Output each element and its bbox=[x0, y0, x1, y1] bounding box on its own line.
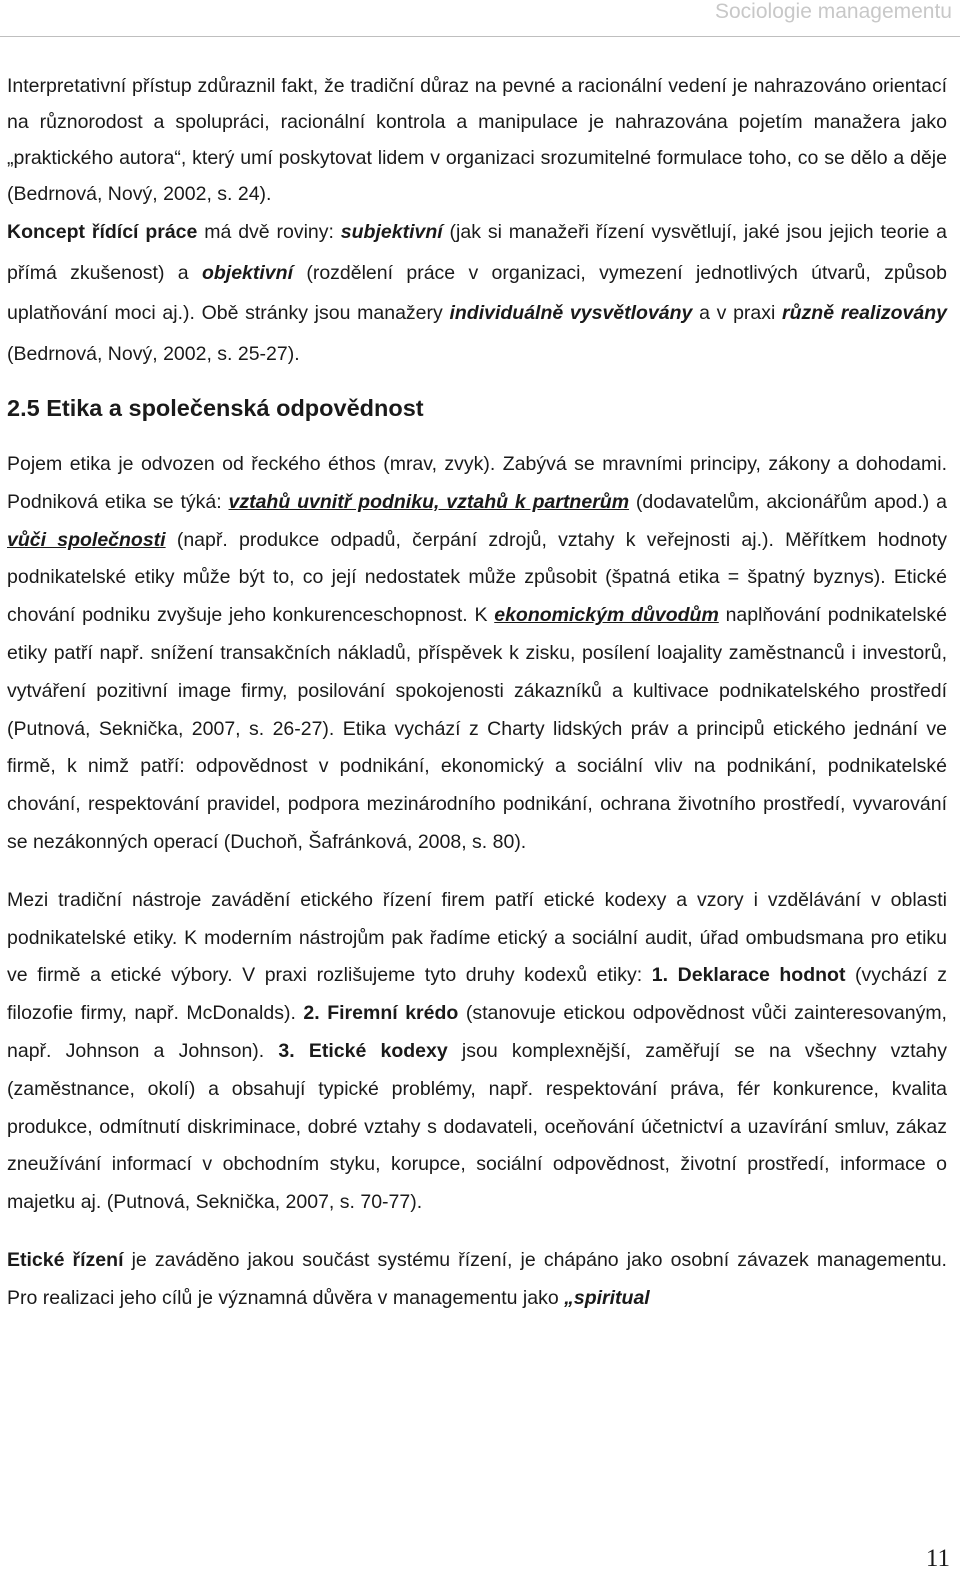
term-management-work: Koncept řídící práce bbox=[7, 221, 198, 243]
term-subjective: subjektivní bbox=[340, 221, 443, 243]
paragraph-ethics-definition bbox=[7, 446, 947, 862]
text-span: (např. produkce odpadů, čerpání zdrojů, vztahy k veřejnosti aj.). Měřítkem hodnoty podnikatelské etiky může být to, co její nedostatek může způsobit (špatná etika = špatný byznys). Etické chování podniku zvyšuje jeho konkurenceschopnost. K bbox=[7, 528, 948, 627]
text-span: (stanovuje etickou odpovědnost vůči zainteresovaným, např. Johnson a Johnson). bbox=[7, 1002, 947, 1062]
term-ethical-codes: 3. Etické kodexy bbox=[278, 1039, 448, 1062]
paragraph-management-work-concept bbox=[7, 212, 947, 374]
paragraph-interpretative-approach: Interpretativní přístup zdůraznil fakt, že tradiční důraz na pevné a racionální vedení je nahrazováno orientací na různorodost a spolupráci, racionální kontrola a manipulace je nahrazována pojetím manažera jako „praktického autora“, který umí poskytovat lidem v organizaci srozumitelné formulace toho, co se dělo a děje (Bedrnová, Nový, 2002, s. 24). bbox=[7, 75, 947, 205]
page-number: 11 bbox=[925, 1545, 950, 1572]
term-declaration-of-values: 1. Deklarace hodnot bbox=[651, 964, 846, 987]
term-company-credo: 2. Firemní krédo bbox=[303, 1002, 459, 1025]
text-span: (jak si manažeři řízení vysvětlují, jaké jsou jejich teorie a přímá zkušenost) a bbox=[7, 221, 947, 284]
term-individually-explained: individuálně vysvětlovány bbox=[449, 302, 693, 324]
header-rule bbox=[0, 36, 960, 37]
running-header: Sociologie managementu bbox=[715, 0, 952, 23]
text-span: a v praxi bbox=[692, 302, 783, 324]
term-variously-realized: různě realizovány bbox=[782, 302, 947, 324]
text-span: naplňování podnikatelské etiky patří např. snížení transakčních nákladů, příspěvek k zisku, posílení loajality zaměstnanců i investorů, vytváření pozitivní image firmy, posilování spokojenosti zákazníků a kultivace podnikatelského prostředí (Putnová, Seknička, 2007, s. 26-27). Etika vychází z Charty lidských práv a principů etického jednání ve firmě, k nimž patří: odpovědnost v podnikání, ekonomický a sociální vliv na podnikání, podnikatelské chování, respektování pravidel, podpora mezinárodního podnikání, ochrana životního prostředí, vyvarování se nezákonných operací (Duchoň, Šafránková, 2008, s. 80). bbox=[7, 604, 947, 853]
term-internal-relations: vztahů uvnitř podniku, vztahů k partnerům bbox=[228, 490, 630, 513]
term-spiritual: „spiritual bbox=[564, 1286, 650, 1309]
text-span: (vychází z filozofie firmy, např. McDonalds). bbox=[7, 964, 947, 1025]
text-span: Mezi tradiční nástroje zavádění etického řízení firem patří etické kodexy a vzory i vzdělávání v oblasti podnikatelské etiky. K moderním nástrojům pak řadíme etický a sociální audit, úřad ombudsmana pro etiku ve firmě a etické výbory. V praxi rozlišujeme tyto druhy kodexů etiky: bbox=[7, 888, 947, 987]
term-towards-society: vůči společnosti bbox=[7, 528, 166, 551]
section-heading: 2.5 Etika a společenská odpovědnost bbox=[7, 395, 424, 421]
text-span: (dodavatelům, akcionářům apod.) a bbox=[629, 490, 947, 513]
text-span: Pojem etika je odvozen od řeckého éthos (mrav, zvyk). Zabývá se mravními principy, zákony a dohodami. Podniková etika se týká: bbox=[7, 453, 947, 513]
page-body bbox=[7, 68, 947, 1318]
term-objective: objektivní bbox=[201, 261, 293, 284]
paragraph-ethics-tools bbox=[7, 882, 947, 1222]
term-ethical-management: Etické řízení bbox=[7, 1248, 124, 1271]
text-span: (Bedrnová, Nový, 2002, s. 25-27). bbox=[7, 342, 300, 365]
text-span: (rozdělení práce v organizaci, vymezení jednotlivých útvarů, způsob uplatňování moci aj.). Obě stránky jsou manažery bbox=[7, 261, 947, 324]
text-span: je zaváděno jakou součást systému řízení, je chápáno jako osobní závazek managementu. Pro realizaci jeho cílů je významná důvěra v managementu jako bbox=[7, 1248, 947, 1309]
text-span: má dvě roviny: bbox=[197, 221, 341, 243]
text-span: jsou komplexnější, zaměřují se na všechny vztahy (zaměstnance, okolí) a obsahují typické problémy, např. respektování práva, fér konkurence, kvalita produkce, odmítnutí diskriminace, dobré vztahy s dodavateli, oceňování účetnictví a uzavírání smluv, zákaz zneužívání informací v obchodním styku, korupce, sociální odpovědnost, životní prostředí, informace o majetku aj. (Putnová, Seknička, 2007, s. 70-77). bbox=[7, 1039, 947, 1214]
paragraph-ethical-management bbox=[7, 1242, 947, 1318]
term-economic-reasons: ekonomickým důvodům bbox=[494, 604, 719, 627]
